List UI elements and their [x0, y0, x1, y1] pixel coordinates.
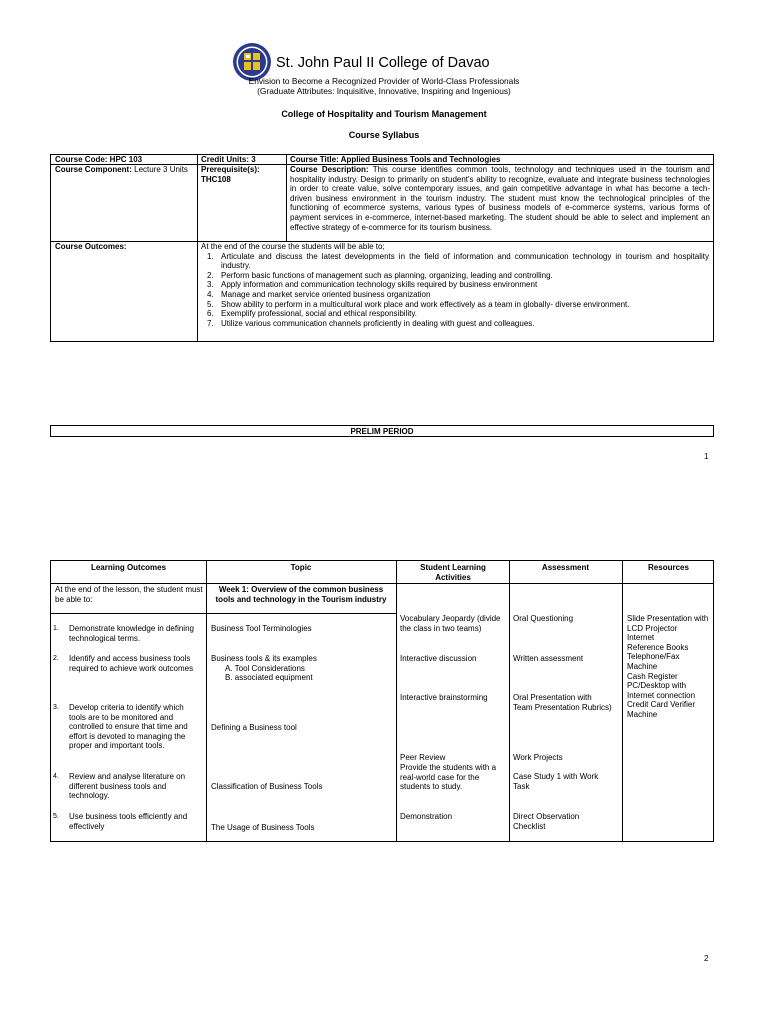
course-outcomes	[201, 242, 709, 328]
activity-item: Peer Review	[400, 753, 446, 762]
activity-item: Vocabulary Jeopardy (divide the class in two teams)	[400, 614, 501, 633]
table-divider	[51, 583, 713, 584]
assessment-item: Direct Observation Checklist	[513, 812, 580, 831]
list-item: 5. Show ability to perform in a multicultural work place and work effectively as a team in globally- diverse environment.	[207, 299, 630, 309]
list-item: Internet	[627, 633, 655, 643]
column-header-learning-outcomes: Learning Outcomes	[90, 563, 167, 572]
column-header-resources: Resources	[648, 563, 689, 572]
prerequisite-value: THC108	[201, 174, 231, 184]
list-item: LCD Projector	[627, 623, 678, 633]
table-divider	[622, 561, 623, 841]
assessment-item: Case Study 1 with Work Task	[513, 772, 599, 791]
list-item: 4. Manage and market service oriented business organization	[207, 289, 431, 299]
table-divider	[51, 613, 396, 614]
course-outcomes-list	[201, 252, 709, 329]
topic-subitem: B. associated equipment	[225, 673, 313, 682]
assessment-item: Oral Questioning	[513, 614, 574, 623]
course-component-value: Lecture 3 Units	[131, 165, 188, 174]
course-outcomes-label: Course Outcomes:	[55, 242, 127, 251]
activity-item: Provide the students with a real-world case for the students to study.	[400, 763, 497, 792]
list-item: Machine	[627, 661, 658, 671]
document-title: Course Syllabus	[348, 130, 420, 140]
prerequisite-label: Prerequisite(s):	[201, 165, 260, 174]
college-name: St. John Paul II College of Davao	[276, 55, 490, 71]
week-title: Week 1: Overview of the common business tools and technology in the Tourism industry	[215, 585, 387, 604]
list-item: 3. Develop criteria to identify which tools are to be monitored and controlled to ensure that time and effort is devoted to managing the proper and important tools.	[53, 703, 188, 751]
course-component-label: Course Component:	[55, 165, 132, 174]
column-header-assessment: Assessment	[541, 563, 590, 572]
topic-item: Business tools & its examples	[211, 654, 317, 663]
list-item: 4. Review and analyse literature on different business tools and technology.	[53, 772, 186, 801]
course-info-table	[50, 154, 714, 342]
column-header-activities: Student Learning Activities	[420, 563, 486, 582]
topic-item: Business Tool Terminologies	[211, 624, 312, 633]
vision-statement: Envision to Become a Recognized Provider of World-Class Professionals	[248, 76, 520, 86]
table-divider	[197, 155, 198, 341]
page-number: 1	[704, 452, 709, 461]
list-item: Internet connection	[627, 690, 696, 700]
course-description-text: This course identifies common tools, technology and techniques used in the tourism and hospitality industry. Design to primarily on student's ability to recognize, evaluate and integrate business technologies in order to create value, solve contemporary issues, and gain competitive advantage in what has become a tech-driven business environment in the tourism industry. The student must know the technological principles of the functioning of ecommerce systems, various types of business models of e-commerce systems, various forms of payment services in e-commerce, internet-based marketing. The student should be able to select and implement an effective strategy of e-commerce for its tourism business.	[290, 165, 710, 232]
list-item: 2. Identify and access business tools required to achieve work outcomes	[53, 654, 194, 673]
list-item: 1. Demonstrate knowledge in defining technological terms.	[53, 624, 194, 643]
list-item: Cash Register	[627, 671, 678, 681]
lesson-plan-table	[50, 560, 714, 842]
list-item: 7. Utilize various communication channels proficiently in dealing with guest and colleagues.	[207, 318, 535, 328]
table-divider	[509, 561, 510, 841]
graduate-attributes: (Graduate Attributes: Inquisitive, Innovative, Inspiring and Ingenious)	[257, 86, 511, 96]
table-divider	[396, 561, 397, 841]
activity-item: Demonstration	[400, 812, 453, 821]
topic-subitem: A. Tool Considerations	[225, 664, 305, 673]
list-item: Credit Card Verifier	[627, 700, 696, 710]
list-item: Machine	[627, 709, 658, 719]
resources-list	[627, 614, 713, 720]
course-code: Course Code: HPC 103	[55, 155, 143, 164]
assessment-item: Work Projects	[513, 753, 563, 762]
course-description	[290, 165, 710, 232]
page-number: 2	[704, 954, 709, 963]
topic-item: The Usage of Business Tools	[211, 823, 315, 832]
list-item: 3. Apply information and communication technology skills required by business environment	[207, 280, 538, 290]
list-item: Reference Books	[627, 642, 689, 652]
prerequisite	[201, 165, 283, 184]
table-divider	[286, 155, 287, 241]
topic-item: Defining a Business tool	[211, 723, 297, 732]
list-item: 1. Articulate and discuss the latest developments in the field of information and communication technology in tourism and hospitality industry.	[207, 251, 709, 271]
list-item: 2. Perform basic functions of management such as planning, organizing, leading and controlling.	[207, 270, 553, 280]
list-item: 6. Exemplify professional, social and ethical responsibility.	[207, 309, 417, 319]
list-item: 5. Use business tools efficiently and effectively	[53, 812, 188, 831]
table-divider	[206, 561, 207, 841]
department-name: College of Hospitality and Tourism Management	[281, 109, 487, 119]
list-item: Slide Presentation with	[627, 614, 709, 623]
assessment-item: Oral Presentation with Team Presentation Rubrics)	[513, 693, 612, 712]
course-outcomes-intro: At the end of the course the students will be able to;	[201, 242, 385, 251]
lesson-intro: At the end of the lesson, the student must be able to:	[55, 585, 203, 604]
list-item: PC/Desktop with	[627, 681, 687, 691]
list-item: Telephone/Fax	[627, 652, 680, 662]
assessment-item: Written assessment	[513, 654, 584, 663]
course-title: Course Title: Applied Business Tools and Technologies	[290, 155, 501, 164]
prelim-period-banner: PRELIM PERIOD	[50, 425, 714, 437]
column-header-topic: Topic	[290, 563, 312, 572]
activity-item: Interactive brainstorming	[400, 693, 488, 702]
activity-item: Interactive discussion	[400, 654, 477, 663]
course-description-label: Course Description:	[290, 165, 369, 174]
credit-units: Credit Units: 3	[201, 155, 256, 164]
course-component	[55, 165, 193, 175]
topic-item: Classification of Business Tools	[211, 782, 323, 791]
